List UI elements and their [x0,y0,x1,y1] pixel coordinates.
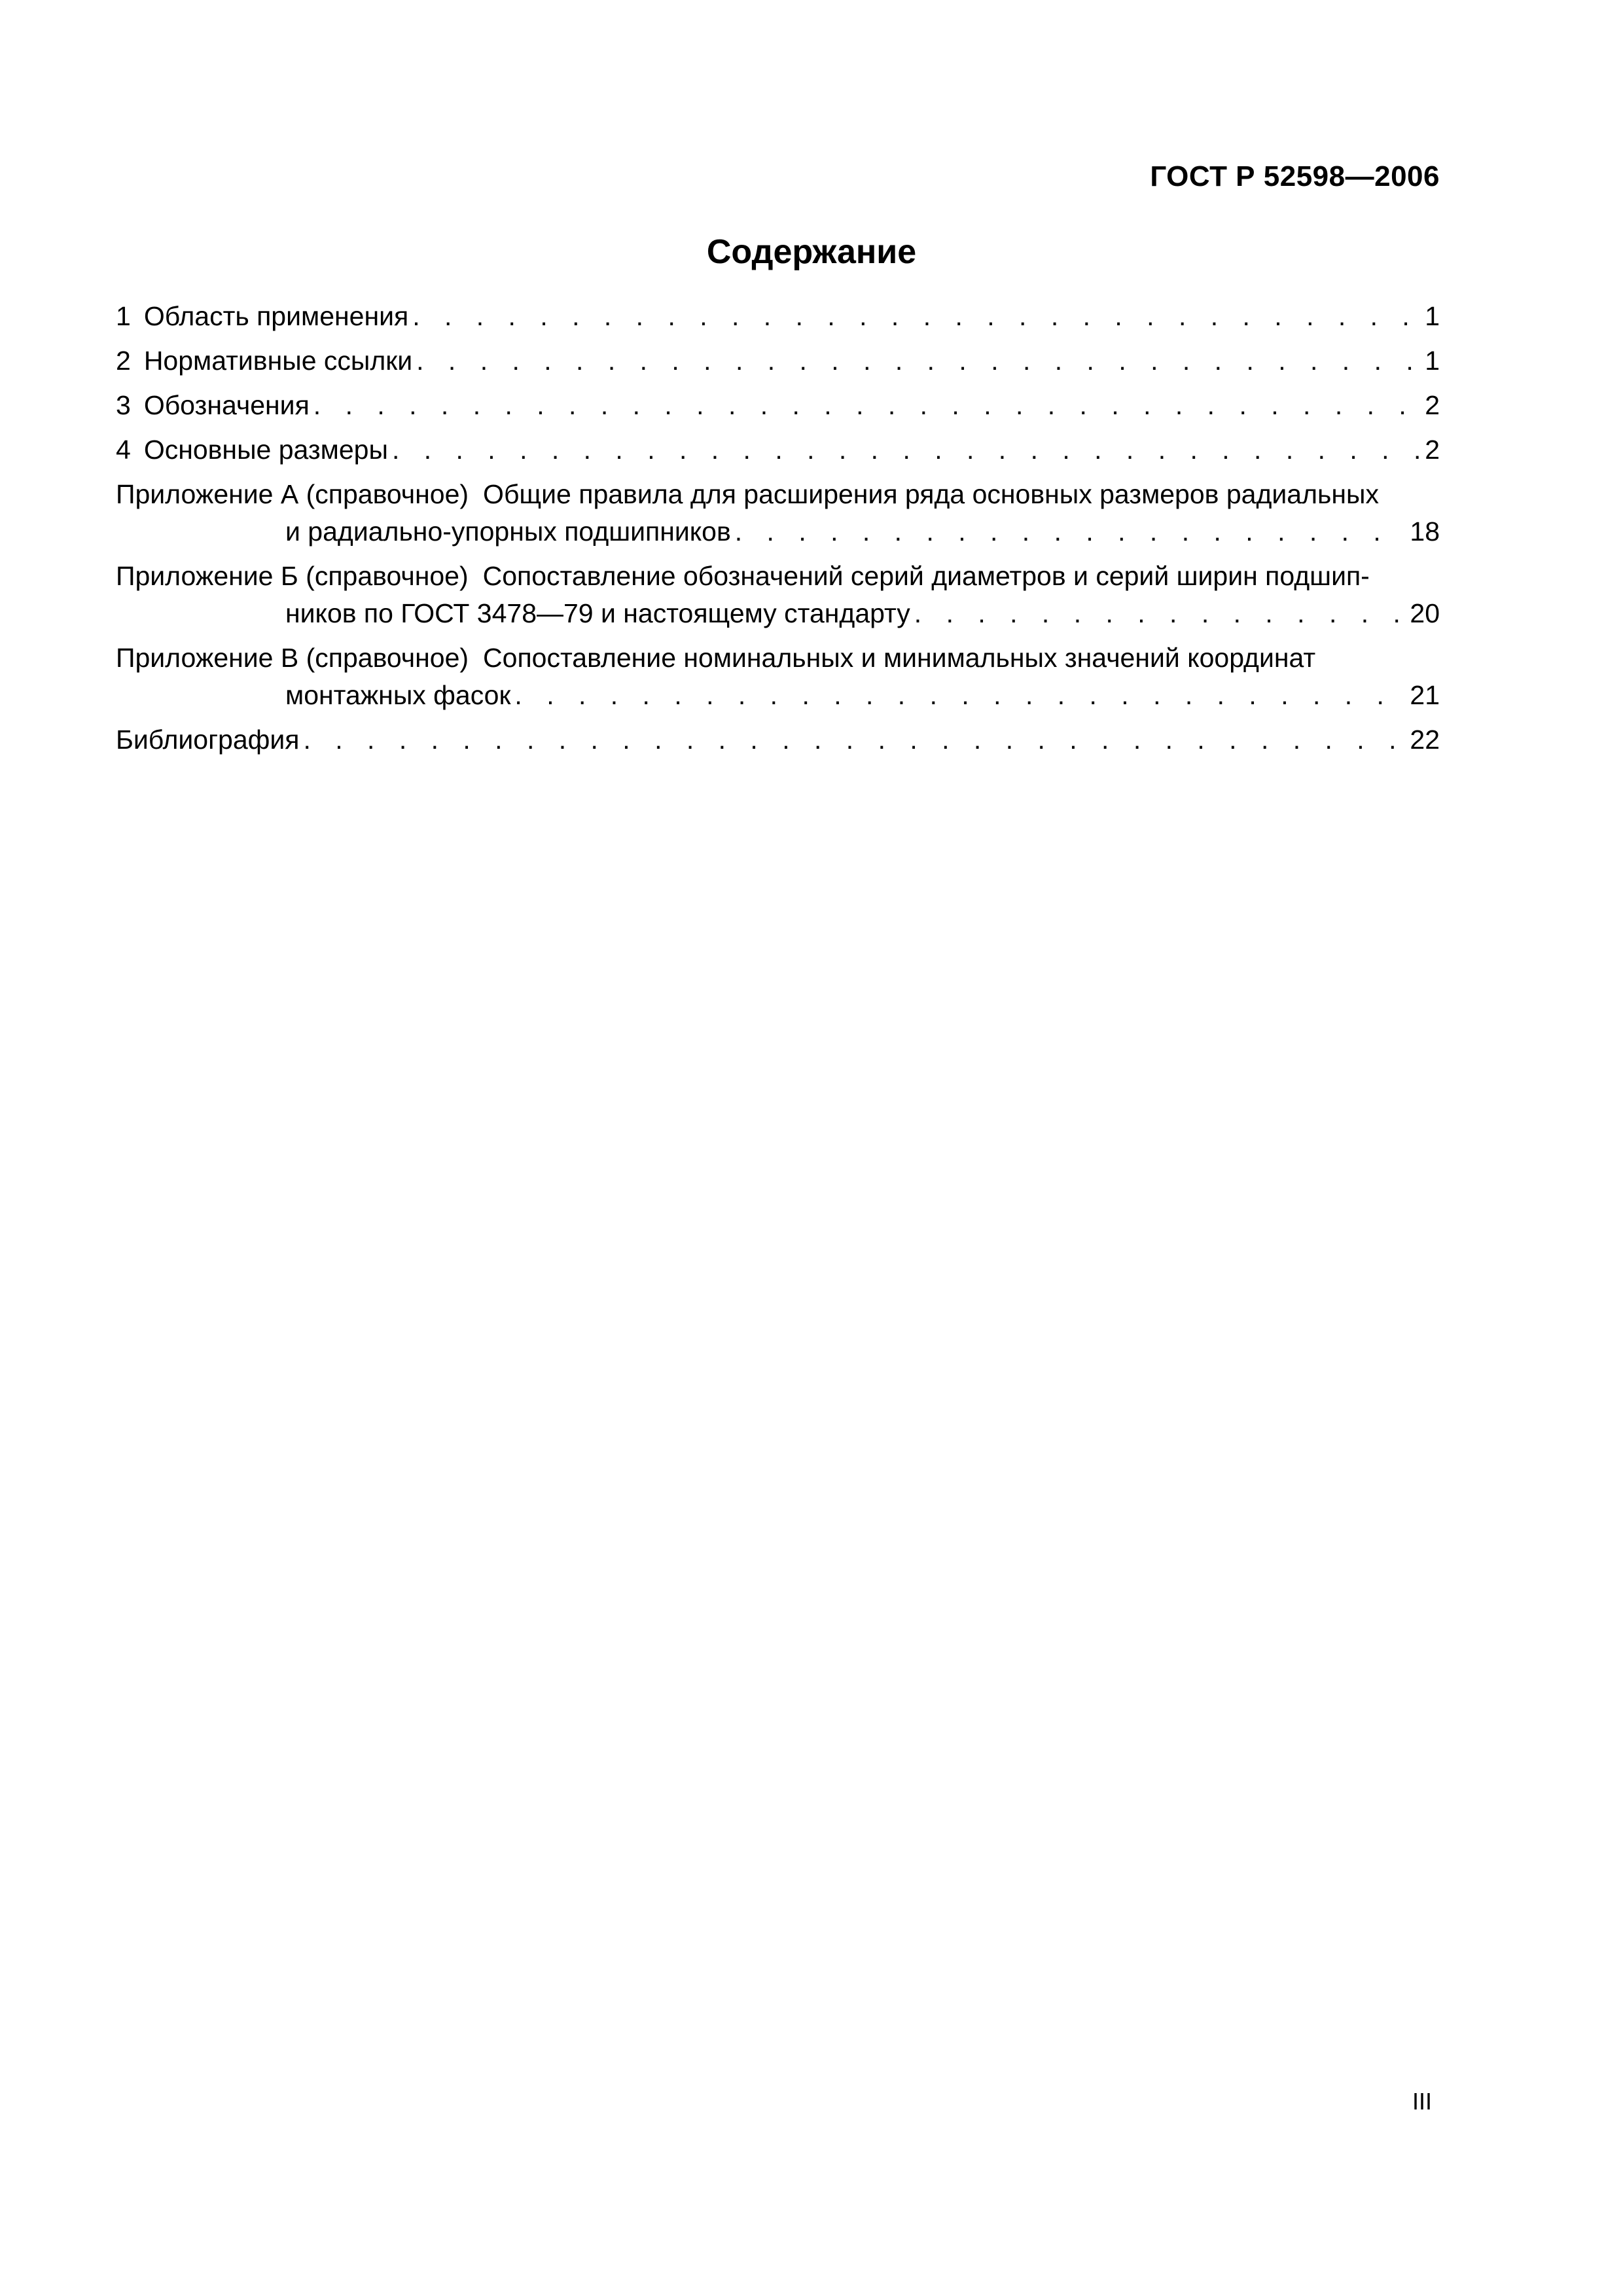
dot-leader [910,595,1408,632]
toc-entry-page: 1 [1425,346,1440,376]
toc-entry-number: 1 [116,301,131,331]
toc-entry-page: 2 [1425,390,1440,420]
toc-entry-page: 2 [1425,435,1440,465]
toc-entry-number: 3 [116,390,131,420]
page-number: III [1412,2088,1432,2115]
toc-entry-appendix-b[interactable] [116,558,1440,632]
toc-entry-number: 2 [116,346,131,376]
table-of-contents [116,298,1440,766]
dot-leader [412,342,1422,380]
toc-entry-page: 21 [1410,680,1440,710]
dot-leader [731,513,1408,550]
toc-title: Содержание [706,233,917,271]
toc-appendix-label: Приложение А (справочное) [116,479,469,509]
toc-entry-page: 1 [1425,301,1440,331]
toc-entry-title-continuation: монтажных фасок [285,680,511,710]
toc-entry-scope[interactable] [116,298,1440,335]
toc-entry-appendix-a[interactable] [116,476,1440,550]
toc-entry-title: Общие правила для расширения ряда основных размеров радиальных [483,479,1379,509]
toc-entry-title: Область применения [143,301,409,331]
dot-leader [510,677,1407,714]
toc-entry-title: Библиография [116,725,300,755]
toc-entry-main-dimensions[interactable] [116,431,1440,469]
toc-entry-title: Нормативные ссылки [143,346,413,376]
dot-leader [408,298,1422,335]
dot-leader [299,721,1407,759]
toc-entry-title: Обозначения [143,390,310,420]
toc-entry-page: 18 [1410,516,1440,547]
toc-entry-title: Сопоставление обозначений серий диаметров и серий ширин подшип- [482,561,1370,591]
toc-entry-title: Сопоставление номинальных и минимальных значений координат [483,643,1316,673]
toc-entry-number: 4 [116,435,131,465]
toc-entry-normative-references[interactable] [116,342,1440,380]
toc-entry-title-continuation: и радиально-упорных подшипников [285,516,731,547]
toc-entry-designations[interactable] [116,387,1440,424]
toc-entry-bibliography[interactable] [116,721,1440,759]
toc-entry-page: 22 [1410,725,1440,755]
dot-leader [388,431,1422,469]
toc-entry-title: Основные размеры [143,435,388,465]
toc-entry-title-continuation: ников по ГОСТ 3478—79 и настоящему стандарту [285,598,910,628]
dot-leader [310,387,1422,424]
toc-appendix-label: Приложение В (справочное) [116,643,469,673]
toc-appendix-label: Приложение Б (справочное) [116,561,469,591]
document-code: ГОСТ Р 52598—2006 [1150,160,1440,192]
toc-entry-appendix-v[interactable] [116,639,1440,714]
toc-entry-page: 20 [1410,598,1440,628]
